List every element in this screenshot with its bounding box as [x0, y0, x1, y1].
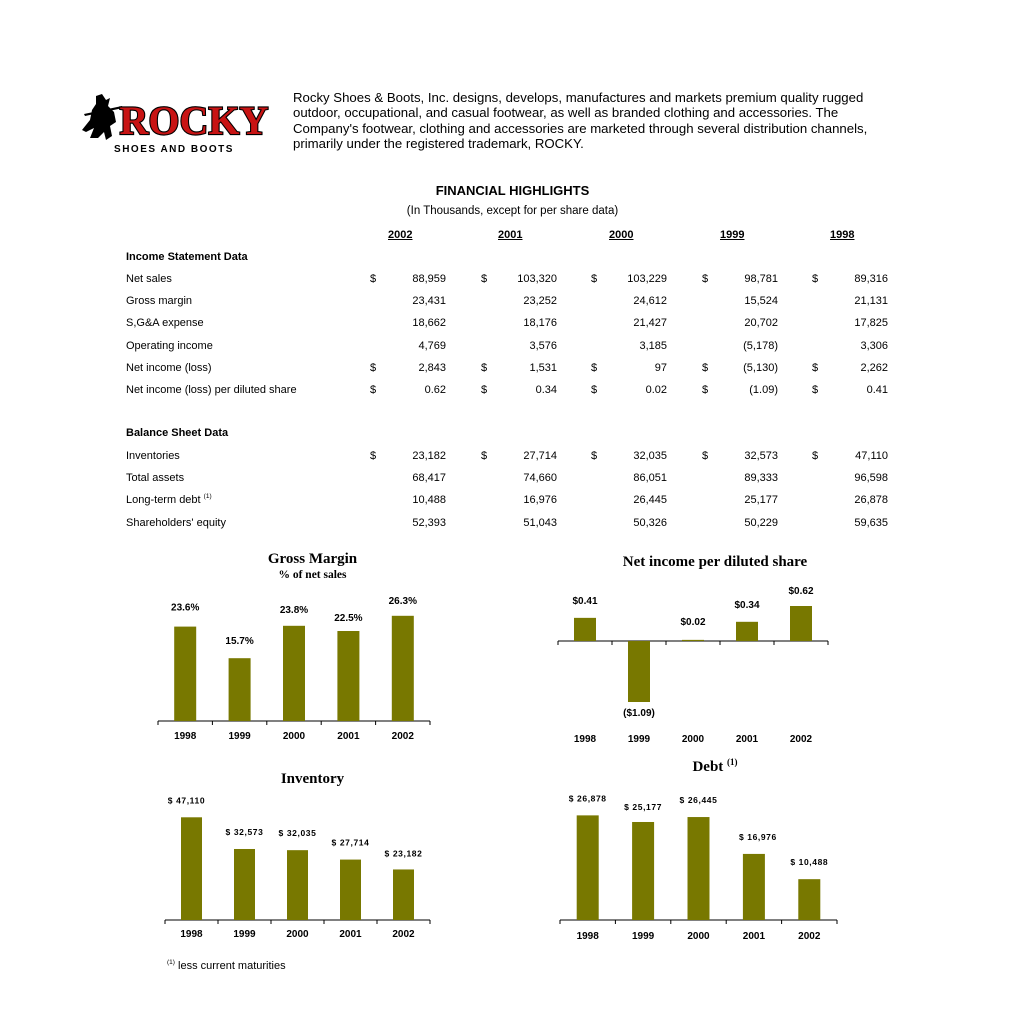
bar-2001 — [340, 860, 361, 920]
data-label: $0.34 — [734, 599, 760, 611]
income-statement-heading: Income Statement Data — [126, 251, 248, 263]
logo-tagline: SHOES AND BOOTS — [114, 144, 234, 154]
table-cell: 25,177 — [744, 494, 778, 507]
year-header: 2001 — [498, 229, 523, 241]
table-cell: 10,488 — [412, 494, 446, 507]
table-cell: 86,051 — [633, 472, 667, 485]
bar-2001 — [743, 854, 765, 920]
table-cell: 103,320 — [517, 273, 557, 285]
currency-symbol: $ — [812, 273, 819, 285]
income-statement-row-label: S,G&A expense — [126, 317, 204, 330]
financial-highlights-subtitle: (In Thousands, except for per share data) — [406, 205, 619, 217]
bar-2002 — [392, 616, 414, 721]
currency-symbol: $ — [812, 384, 819, 396]
data-label: 15.7% — [225, 636, 254, 648]
eps-chart — [555, 585, 835, 745]
balance-sheet-row-label: Inventories — [126, 450, 180, 462]
currency-symbol: $ — [591, 361, 598, 374]
table-cell: 2,843 — [418, 361, 446, 374]
table-cell: 51,043 — [523, 516, 557, 529]
bar-2002 — [393, 869, 414, 920]
year-header: 1999 — [720, 229, 745, 241]
currency-symbol: $ — [702, 361, 709, 374]
table-cell: 32,035 — [633, 450, 667, 462]
data-label: $ 16,976 — [738, 831, 777, 842]
year-header: 1998 — [830, 229, 855, 241]
gross-margin-subtitle: % of net sales — [278, 569, 347, 581]
data-label: $ 26,878 — [568, 793, 607, 804]
table-cell: 68,417 — [412, 472, 446, 485]
table-cell: 24,612 — [633, 295, 667, 308]
currency-symbol: $ — [591, 450, 598, 462]
table-cell: 50,229 — [744, 516, 778, 529]
currency-symbol: $ — [481, 273, 488, 285]
bar-1998 — [181, 817, 202, 920]
table-cell: 16,976 — [523, 494, 557, 507]
debt-title: Debt $^{(1)}$ — [692, 757, 738, 775]
data-label: $0.62 — [788, 586, 814, 597]
currency-symbol: $ — [370, 450, 377, 462]
table-cell: 98,781 — [744, 273, 778, 285]
bar-2000 — [682, 640, 704, 641]
table-cell: 1,531 — [529, 361, 557, 374]
rocky-logo — [82, 92, 272, 154]
category-label: 1998 — [174, 731, 197, 742]
bar-1998 — [577, 815, 599, 920]
data-label: ($1.09) — [623, 708, 655, 719]
category-label: 1998 — [573, 734, 597, 745]
logo-brand-text: ROCKY — [119, 98, 269, 143]
inventory-chart — [160, 788, 445, 946]
data-label: $ 32,573 — [225, 826, 264, 837]
currency-symbol: $ — [702, 450, 709, 462]
table-cell: 26,878 — [854, 494, 888, 507]
data-label: $0.41 — [572, 595, 598, 607]
bar-1998 — [574, 618, 596, 641]
category-label: 2002 — [392, 929, 415, 940]
data-label: 26.3% — [388, 595, 417, 607]
category-label: 2000 — [687, 931, 710, 942]
hunter-silhouette-icon — [82, 94, 123, 140]
inventory-title: Inventory — [280, 771, 345, 787]
category-label: 1999 — [228, 731, 251, 742]
table-cell: 23,182 — [412, 450, 446, 462]
debt-title-footnote: (1) — [727, 757, 738, 767]
company-description: Rocky Shoes & Boots, Inc. designs, develops, manufactures and markets premium quality rugged outdoor, occupational, and casual footwear, as well as branded clothing and accessories. The Company's footwear, clothing and accessories are marketed through several distribution channels, primarily under the registered trademark, ROCKY. — [293, 90, 868, 152]
table-cell: (5,130) — [743, 361, 778, 374]
category-label: 1999 — [631, 931, 655, 942]
financial-highlights-title: FINANCIAL HIGHLIGHTS — [435, 183, 590, 198]
bar-2000 — [688, 817, 710, 920]
category-label: 2000 — [282, 731, 306, 742]
table-cell: 59,635 — [854, 516, 888, 529]
data-label: $ 27,714 — [331, 837, 370, 848]
data-label: $ 25,177 — [624, 801, 663, 812]
currency-symbol: $ — [812, 361, 819, 374]
table-cell: 3,185 — [639, 339, 667, 352]
table-cell: 74,660 — [523, 472, 557, 485]
balance-sheet-row-label: Long-term debt $^{(1)}$ — [126, 493, 212, 507]
footnote — [167, 960, 286, 972]
table-cell: 88,959 — [412, 273, 446, 285]
table-cell: 32,573 — [744, 450, 778, 462]
bar-1998 — [174, 627, 196, 721]
balance-sheet-row-label: Shareholders' equity — [126, 516, 226, 529]
currency-symbol: $ — [702, 384, 709, 396]
table-cell: 15,524 — [744, 295, 778, 308]
category-label: 1999 — [627, 734, 651, 745]
data-label: 23.6% — [171, 602, 200, 614]
category-label: 1999 — [233, 929, 256, 940]
table-cell: 0.02 — [645, 384, 667, 396]
category-label: 2001 — [742, 931, 766, 942]
data-label: $ 10,488 — [790, 857, 829, 868]
bar-1999 — [234, 849, 255, 920]
gross-margin-chart — [150, 585, 470, 745]
category-label: 2002 — [789, 734, 813, 745]
category-label: 2000 — [286, 929, 309, 940]
category-label: 2001 — [735, 734, 759, 745]
category-label: 2002 — [391, 731, 414, 742]
data-label: $ 47,110 — [167, 795, 206, 806]
footnote-text: less current maturities — [178, 960, 286, 972]
income-statement-row-label: Net income (loss) per diluted share — [126, 384, 297, 396]
balance-sheet-heading: Balance Sheet Data — [126, 427, 229, 439]
category-label: 2002 — [798, 931, 821, 942]
income-statement-row-label: Operating income — [126, 339, 213, 352]
currency-symbol: $ — [591, 273, 598, 285]
table-cell: 3,576 — [529, 339, 557, 352]
bar-1999 — [229, 658, 251, 721]
table-cell: 18,176 — [523, 317, 557, 330]
table-cell: 23,252 — [523, 295, 557, 308]
eps-title: Net income per diluted share — [622, 554, 808, 570]
table-cell: 89,316 — [854, 273, 888, 285]
table-cell: 23,431 — [412, 295, 446, 308]
table-cell: 47,110 — [855, 450, 888, 462]
data-label: $ 32,035 — [278, 828, 317, 839]
table-cell: 18,662 — [412, 317, 446, 330]
currency-symbol: $ — [370, 384, 377, 396]
bar-2000 — [287, 850, 308, 920]
currency-symbol: $ — [591, 384, 598, 396]
data-label: $ 23,182 — [384, 848, 423, 859]
income-statement-row-label: Gross margin — [126, 295, 193, 308]
bar-2000 — [283, 626, 305, 721]
table-cell: 26,445 — [633, 494, 667, 507]
table-cell: 0.62 — [424, 384, 446, 396]
table-cell: 21,427 — [633, 317, 667, 330]
year-header: 2000 — [609, 229, 634, 241]
debt-chart — [560, 788, 845, 948]
table-cell: (5,178) — [743, 339, 778, 352]
category-label: 2000 — [681, 734, 705, 745]
income-statement-row-label: Net income (loss) — [126, 361, 212, 374]
bar-2002 — [798, 879, 820, 920]
table-cell: 103,229 — [627, 273, 667, 285]
table-cell: 52,393 — [412, 516, 446, 529]
currency-symbol: $ — [812, 450, 819, 462]
bar-2001 — [736, 622, 758, 641]
bar-1999 — [632, 822, 654, 920]
bar-2001 — [337, 631, 359, 721]
bar-1999 — [628, 641, 650, 702]
data-label: 23.8% — [279, 604, 309, 616]
income-statement-row-label: Net sales — [126, 273, 172, 285]
currency-symbol: $ — [702, 273, 709, 285]
data-label: 22.5% — [334, 613, 363, 624]
table-cell: 2,262 — [860, 361, 888, 374]
table-cell: 0.41 — [866, 384, 888, 396]
currency-symbol: $ — [370, 361, 377, 374]
table-cell: (1.09) — [749, 384, 778, 396]
category-label: 2001 — [339, 929, 362, 940]
currency-symbol: $ — [481, 361, 488, 374]
table-cell: 20,702 — [744, 317, 778, 330]
data-label: $0.02 — [680, 616, 706, 628]
currency-symbol: $ — [481, 450, 488, 462]
category-label: 1998 — [576, 931, 599, 942]
table-cell: 97 — [654, 361, 667, 374]
footnote-mark: (1) — [203, 493, 212, 501]
category-label: 1998 — [180, 929, 203, 940]
table-cell: 4,769 — [418, 339, 446, 352]
table-cell: 21,131 — [854, 295, 888, 308]
table-cell: 89,333 — [744, 472, 778, 485]
balance-sheet-row-label: Total assets — [126, 472, 185, 485]
category-label: 2001 — [337, 731, 360, 742]
table-cell: 96,598 — [854, 472, 888, 485]
currency-symbol: $ — [370, 273, 377, 285]
table-cell: 27,714 — [523, 450, 557, 462]
data-label: $ 26,445 — [679, 795, 718, 806]
year-header: 2002 — [388, 229, 413, 241]
table-cell: 17,825 — [854, 317, 888, 330]
bar-2002 — [790, 606, 812, 641]
footnote-mark: (1) — [167, 959, 175, 966]
table-cell: 0.34 — [535, 384, 557, 396]
table-cell: 3,306 — [860, 339, 888, 352]
currency-symbol: $ — [481, 384, 488, 396]
gross-margin-title: Gross Margin — [267, 551, 358, 567]
table-cell: 50,326 — [633, 516, 667, 529]
